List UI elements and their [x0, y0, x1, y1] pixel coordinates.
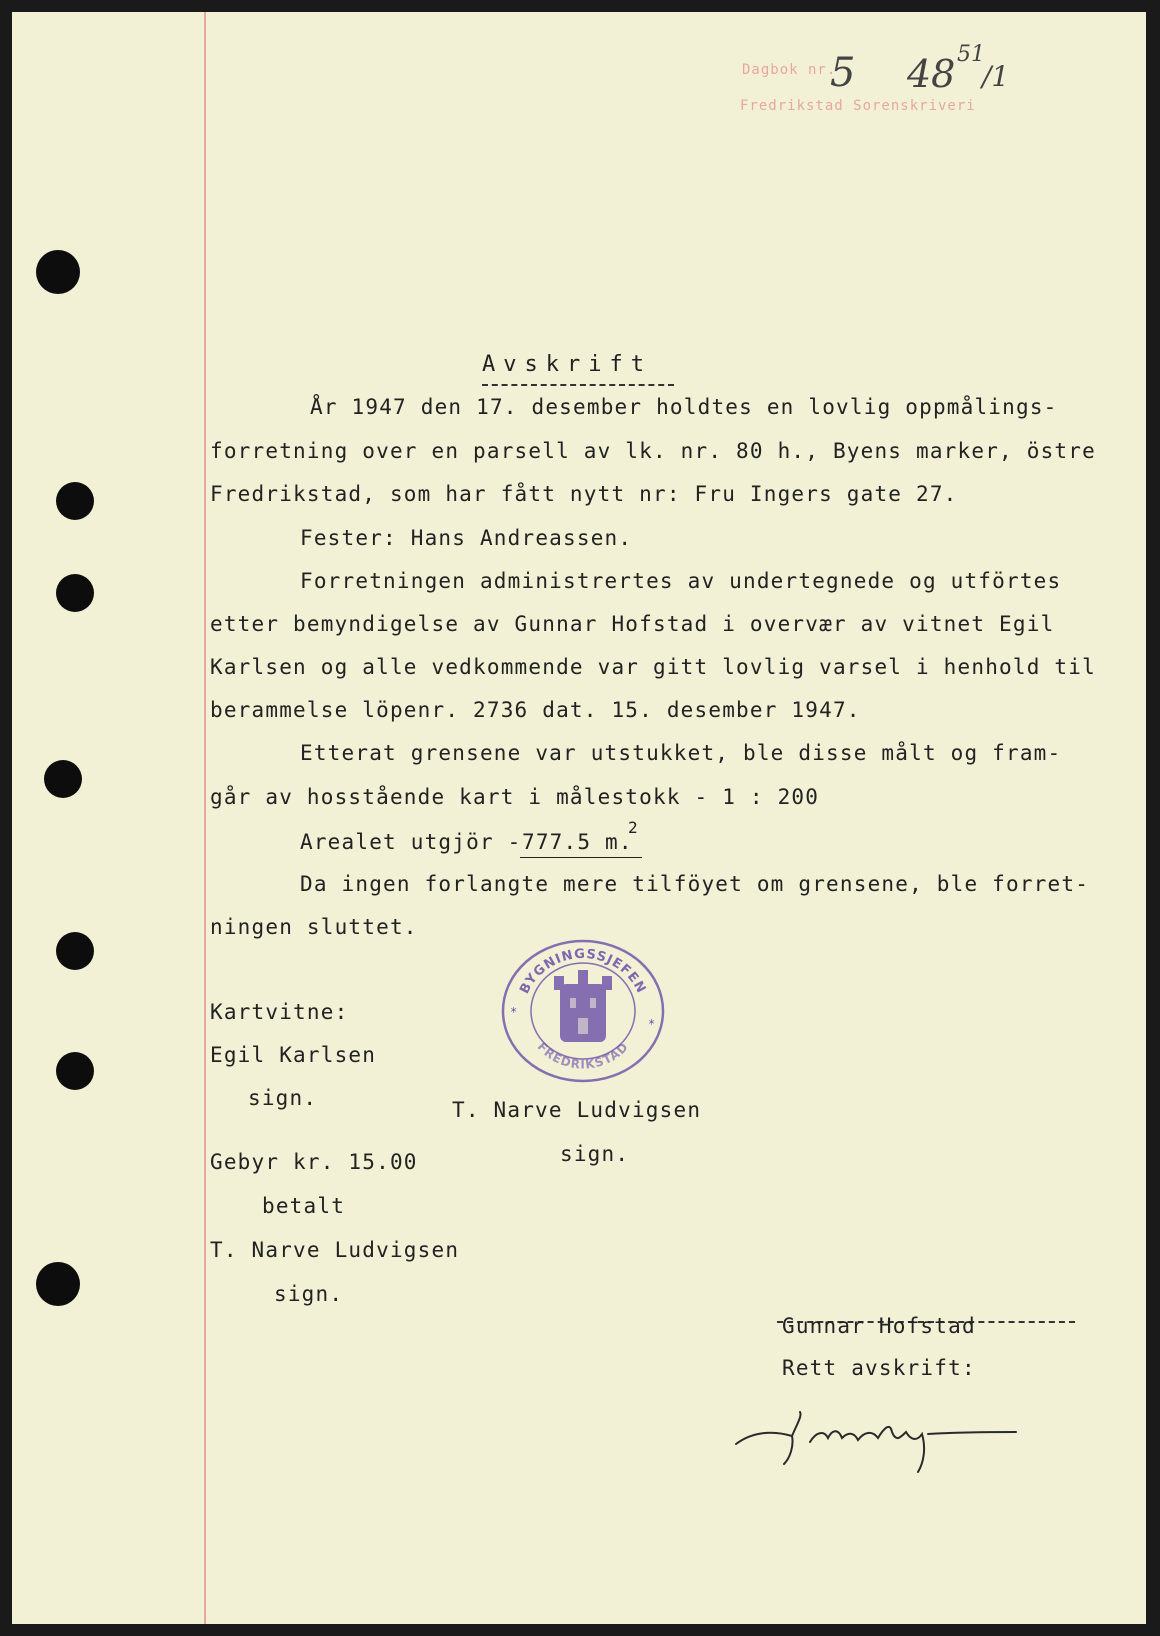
- handwritten-number-tail: /1: [982, 60, 1010, 93]
- body-line: Da ingen forlangte mere tilföyet om grensene, ble forret-: [300, 872, 1090, 896]
- body-line: etter bemyndigelse av Gunnar Hofstad i overvær av vitnet Egil: [210, 612, 1055, 636]
- paid-by-name: T. Narve Ludvigsen: [210, 1238, 460, 1262]
- document-title: Avskrift: [482, 352, 652, 377]
- punch-hole: [56, 482, 94, 520]
- stamp-header-line2: Fredrikstad Sorenskriveri: [740, 98, 976, 114]
- witness-name: Egil Karlsen: [210, 1043, 377, 1067]
- svg-text:*: *: [510, 1005, 518, 1019]
- seal-text-top: BYGNINGSSJEFEN: [517, 946, 649, 997]
- fee-paid: betalt: [262, 1194, 346, 1218]
- area-value: 777.5 m.: [522, 830, 633, 854]
- stamp-header-line1: Dagbok nr.: [742, 62, 837, 78]
- body-line: Forretningen administrertes av undertegnede og utförtes: [300, 569, 1062, 593]
- handwritten-number: 48: [907, 52, 956, 96]
- fee-line: Gebyr kr. 15.00: [210, 1150, 418, 1174]
- svg-text:FREDRIKSTAD: [535, 1039, 632, 1071]
- surveyor-name: T. Narve Ludvigsen: [452, 1098, 702, 1122]
- svg-text:*: *: [648, 1017, 656, 1031]
- title-underline: [482, 384, 674, 386]
- margin-line: [204, 12, 206, 1624]
- body-line: Fredrikstad, som har fått nytt nr: Fru Ingers gate 27.: [210, 482, 958, 506]
- area-underline: [520, 857, 642, 858]
- handwritten-number-prefix: 5: [830, 50, 856, 96]
- punch-hole: [36, 250, 80, 294]
- body-line: Karlsen og alle vedkommende var gitt lovlig varsel i henhold til: [210, 655, 1096, 679]
- body-line: forretning over en parsell av lk. nr. 80 h., Byens marker, östre: [210, 439, 1096, 463]
- body-line: Fester: Hans Andreassen.: [300, 526, 633, 550]
- body-line: År 1947 den 17. desember holdtes en lovlig oppmålings-: [310, 395, 1058, 419]
- document-page: [12, 12, 1146, 1624]
- witness-label: Kartvitne:: [210, 1000, 349, 1024]
- punch-hole: [44, 760, 82, 798]
- paid-by-sign: sign.: [274, 1282, 344, 1306]
- area-unit-superscript: 2: [628, 818, 639, 837]
- body-line: Etterat grensene var utstukket, ble disse målt og fram-: [300, 741, 1062, 765]
- handwritten-signature: [732, 1402, 1022, 1482]
- body-line: går av hosstående kart i målestokk - 1 : 200: [210, 785, 820, 809]
- certified-copy-label: Rett avskrift:: [782, 1356, 976, 1380]
- punch-hole: [36, 1262, 80, 1306]
- punch-hole: [56, 932, 94, 970]
- witness-sign: sign.: [248, 1086, 318, 1110]
- area-label: Arealet utgjör -: [300, 830, 536, 854]
- official-name: Gunnar Hofstad: [782, 1314, 976, 1338]
- seal-text-bottom: FREDRIKSTAD: [534, 1039, 632, 1072]
- punch-hole: [56, 574, 94, 612]
- surveyor-sign: sign.: [560, 1142, 630, 1166]
- punch-hole: [56, 1052, 94, 1090]
- handwritten-number-sup: 51: [957, 42, 985, 67]
- body-line: ningen sluttet.: [210, 915, 418, 939]
- official-seal: [498, 936, 668, 1086]
- body-line: berammelse löpenr. 2736 dat. 15. desember 1947.: [210, 698, 861, 722]
